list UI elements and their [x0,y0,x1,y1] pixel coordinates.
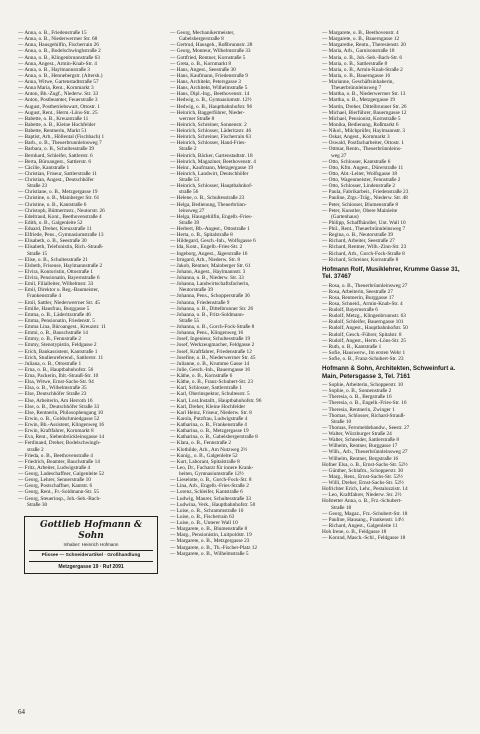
directory-entry: — Richard, Schreiner, Kornstraße 8 [322,256,399,263]
directory-entry: — Konrad, Masch.-Schl., Feldgasse 18 [322,535,406,542]
directory-entry: — Johanna, Friedenstraße 9 [170,299,230,306]
directory-entry: — Ferdinand, Dreher, Bodelschwingh- [18,440,101,447]
directory-entry: — Emma, Pensionatin, Friedenstr. 5 [18,317,95,324]
directory-entry: — Johann, Angest., Haylmannstr. 3 [170,268,246,275]
directory-entry: — Margarethe, Rentn., Theresienstr. 20 [322,42,406,49]
directory-entry: — Friedrich, Beamter, Bauchstraße 14 [18,458,100,465]
directory-entry: — Erwin, Kraftfahrer, Kornmarkt 8 [18,428,94,435]
directory-entry: — Karl, Schlosser, Sattlerstraße 1 [170,385,242,392]
directory-entry: — Karl, Lost.Installt., Hauptbahnhofstr. 96 [170,397,262,404]
directory-entry: — Martha, o. B., Metzgergasse 19 [322,97,396,104]
directory-entry: — Rosa, Schneid., Armin-Knab-Str. 4 [322,300,403,307]
directory-entry: — Heinrich, Schlosser, Hand-Fries- [170,140,247,147]
directory-entry: — Martha, o. B., Niederwerrner Str. 13 [322,91,406,98]
directory-entry: — Georg, Postschaffner, Kantstr. 6 [18,483,93,490]
directory-entry: Straße 55 [179,317,200,324]
directory-entry: — Ida, Kont., Engelb.-Fries-Str. 2 [170,244,243,251]
directory-entry: — Emmy, o. B., Fennstraße 2 [18,336,82,343]
directory-entry: — Luise, o. B., Fischerrain 63 [170,513,235,520]
section-heading: Hofmann & Sohn, Architekten, Schweinfurt a. Main, Petersgasse 3, Tel. 7161 [322,365,456,380]
directory-entry: — Emma, o. B., Läderitzstraße 46 [18,311,91,318]
directory-entry: — Emma Lina, Büroangest., Kreuzstr. 11 [18,324,106,330]
directory-entry: Straße 23 [27,183,48,190]
directory-entry: — Elsa, Witwe, Ernst-Sachs-Str. 94 [18,379,94,386]
directory-entry: — Michael, Pensionist, Kornstraße 5 [322,115,401,122]
directory-entry: — Walter, Schneider, Sattlerstraße 8 [322,437,400,444]
directory-entry: — Hans, Kaufmann, Friedenstraße 9 [170,72,248,79]
directory-entry: — Else, Arbeiterin, Am Herroth 16 [18,397,93,404]
directory-entry: — Erwin, Bb.-Assistent, Klingenweg 16 [18,422,105,428]
directory-entry: — Johanna, o. B., Niederw. Str. 33 [170,275,244,281]
directory-entry: — Anna, o. B., Hennebergstr. (Altersh.) [18,72,103,79]
directory-entry: — Johanna, o. B., Dittelbrunner Str. 26 [170,305,254,312]
directory-entry: — Wilhelm, Rentner, Bergstraße 16 [322,455,399,462]
directory-entry: — Monika, Bedienung, Roßmarkt 6 [322,121,399,128]
directory-entry: — Georg, Monteur, Wilhelmstraße 33 [170,48,251,55]
directory-entry: — Sofie, o. B., Franz-Schubert-Str. 23 [322,356,404,363]
directory-entry: — Greta, o. B., Kornmarkt 8 [170,60,232,67]
directory-entry: — Anna, o. B., Klingenbrunnstraße 63 [18,54,100,61]
directory-entry: — Elvira, Pensionatin, Bayernstraße 6 [18,275,100,281]
directory-entry: — Rosa, o. B., Theuerbrünnleinsweg 27 [322,282,408,289]
directory-entry: Gabelsbergerstraße 8 [179,36,224,43]
directory-entry: Hofstetter Anna, o. B., Frz.-Schubert- [322,498,402,505]
directory-entry: — Theresia, o. B., Bergstraße 16 [322,394,392,401]
directory-entry: — Anna, o. B., Friedenstraße 15 [18,30,87,36]
directory-entry: — Pauline, Hausang., Frankenstr. 14½ [322,516,404,523]
directory-entry: — Christian, Friseur, Sattlerstraße 11 [18,170,98,177]
directory-entry: — Nikol., Milchprüfer, Haylmannstr. 3 [322,128,406,134]
directory-entry: — Anna, o. B., Niederwerrner Str. 68 [18,36,98,43]
directory-entry: — Theresia, Rentnerin, Zwinger 1 [322,406,395,413]
directory-entry: — Johanna, Pens., Klingenweg 16 [170,330,244,337]
directory-entry: — Cäcilie, Kantstraße 1 [18,164,70,171]
directory-entry: — Heinrich, Schreiner, Sonnenstr. 2 [170,121,247,128]
directory-entry: — Marianne, Geschäftsinhaberin, [322,79,394,85]
directory-entry: — Richard, Arb., Gorch-Fock-Straße 8 [322,250,405,257]
advertisement-box [24,516,158,574]
directory-entry: — Sophie, o. B., Sonnenstraße 2 [322,388,392,395]
directory-entry: — Katharina, o. B., Frankenstraße 4 [170,422,247,428]
directory-entry: — Helga, Bedienung, Theuerbrünn- [170,201,247,208]
directory-entry: — Christine, o. B., Mainberger Str. 61 [18,195,100,202]
directory-entry: — Phil., Rent., Theuerbrünnleinsweg 7 [322,226,406,232]
directory-entry: — Hedwig, o. B., Gymnasiumstr. 12½ [170,97,252,104]
directory-entry: — Elfriede, Pens., Gymnasiumstraße 13 [18,232,104,239]
directory-entry: — Anna Maria, Rent., Kornmarkt 3 [18,85,94,92]
directory-entry: — Georg, Magaz., Frz.-Schubert-Str. 18 [322,510,408,517]
directory-entry: — Ottmar, Rentn., Theuerbrünnleins- [322,146,402,153]
directory-entry: — Kurt, Laborant, Spitalstraße 8 [170,458,240,465]
directory-entry: — Babette, o. B., Kleine Hochfelder [18,121,96,128]
directory-entry: — Eva, Rent., Siebenbrückleinsgasse 14 [18,434,105,441]
directory-entry: — Peter, Schlosser, Blumenstraße 8 [322,201,399,208]
directory-entry: — Julie, Gesch.-Inh., Bauerngasse 16 [170,366,251,373]
directory-entry: Hofner Elsa, o. B., Ernst-Sachs-Str. 52½ [322,461,408,468]
directory-entry: — Heinrich, Magaziner, Beethovenstr. 4 [170,158,256,165]
directory-entry: — Oswald, Postfacharbeiter, Ottostr. 1 [322,140,405,147]
directory-entry: — Christoph, Büttnermstr., Neutorstr. 26 [18,207,105,214]
directory-entry: — Rudolf, Bayernstraße 6 [322,307,378,314]
directory-entry: — August, Postbetriebswart, Ottostr. 1 [18,103,100,110]
directory-entry: — Heinrich, Bäcker, Gartenstadtstr. 18 [170,152,253,159]
directory-entry: — Ludwig, Maurer, Schultesstraße 33 [170,495,251,502]
directory-entry: — Theresia, o. B., Engelb.-Fries-Str. 16 [322,400,407,407]
directory-entry: — Sophie, Arbeiterin, Schopperstr. 10 [322,382,404,388]
directory-entry: — Josefine, o. B., Niederwerrner Str. 45 [170,354,256,361]
directory-entry: — Margarete, o. B., Wilhelmstraße 5 [170,550,249,557]
directory-entry: — Käthe, o. B., Kornstraße 6 [170,373,233,379]
directory-entry: — Erich, Bankassistent, Kantstraße 1 [18,348,98,355]
directory-entry: — Anton, Postbeamter, Feuerstraße 3 [18,97,98,104]
directory-entry: — Christiane, o. B., Metzgergasse 19 [18,189,98,196]
directory-entry: — Margarete, o. B., Blumenstraße 8 [170,526,248,533]
directory-entry: — Luise, o. B., Unterer Wall 10 [170,520,238,526]
column-2 [170,30,316,698]
directory-entry: — Rudolf, Metzg., Klingenbrunnstr. 63 [322,313,406,320]
directory-entry: — Richard, Angest., Galgenleite 11 [322,522,398,529]
directory-entry: — Wilh., Arb., Theuerbrünnleinsweg 27 [322,449,408,456]
directory-entry: — Martin, Dreher, Dittelbrunner Str. 26 [322,103,407,110]
directory-entry: — Elsbeth, Friseuse, Haylmannstraße 2 [18,262,103,269]
directory-entry: — Babette, Rentnerin, Markt 51 [18,128,87,134]
directory-entry: — Edith, o. B., Galgenleite 52 [18,219,83,226]
directory-entry: — Maria, o. B., Sattlerstraße 8 [322,60,388,67]
directory-entry: Straße 2 [179,146,197,153]
directory-entry: Straße 53 [179,177,200,183]
directory-entry: — Johanna, Pens., Schopperstraße 36 [170,293,250,300]
directory-entry: straße 56 [179,189,199,196]
directory-entry: — Klothilde, Arb., Am Nutzweg 2½ [170,446,248,453]
directory-entry: — Erwin, o. B., Goldschmiedgasse 52 [18,415,100,422]
directory-entry: — Else, o. B., Deutschhöfer Straße 33 [18,403,100,410]
directory-entry: — Heinrich, Baggerführer, Nieder- [170,109,245,116]
directory-entry: Hofrichter Erich, Lehr., Pestalozzistr. 14 [322,486,408,493]
directory-entry: — Heinrich, Schreiner, Fischerrain 63 [170,134,251,141]
directory-entry: — Christine, o. B., Kantstraße 6 [18,201,87,208]
directory-entry: — Michael, Bierführer, Bauerngasse 12 [322,109,407,116]
directory-entry: — Sofie, Hauswerw., Im ersten Wehr 1 [322,349,406,356]
directory-entry: — Pauline, Ztgs.-Träg., Niederw. Str. 48 [322,195,408,202]
directory-entry: — Erna, Packerin, Ihlt.-Strauß-Str. 10 [18,373,99,379]
directory-entry: — Thomas, Schlosser, Richard-Strauß- [322,412,406,419]
directory-entry: — Frieda, o. B., Beethovenstraße 4 [18,452,93,459]
directory-entry: — Juliana, o. B., Ottostraße 1 [18,360,82,367]
directory-entry: Straße 30 [27,501,48,508]
directory-entry: — Maria, o. B., Armin-Knab-Straße 2 [322,66,403,73]
directory-entry: — Else, Rentnerin, Philosophengang 10 [18,409,104,416]
directory-entry: — Johanna, o. B., Gorch-Fock-Straße 8 [170,324,255,330]
directory-entry: — Gertrud, Hausgeh., Roßbrunnstr. 28 [170,42,253,49]
directory-entry: — Anna, o. B., Haylmannstraße 3 [18,66,90,73]
directory-entry: — Barbara, o. B., Schultesstraße 39 [18,146,95,153]
directory-entry: — Hans, Angest., Seestraße 30 [170,66,236,73]
directory-entry: — Rosa, Arbeiterin, Seestraße 27 [322,288,393,295]
directory-entry: — Katharina, o. B., Gabelsbergerstraße 8 [170,434,258,441]
directory-entry: — Oskar, Angest., Kornmarkt 3 [322,134,390,141]
directory-entry: — Elisabeth, o. B., Seestraße 30 [18,238,87,245]
directory-entry: — Anton, Bb.-Zugf., Niederw. Str. 33 [18,91,99,98]
directory-entry: — Margarete, o. B., Beethovenstr. 4 [322,30,399,36]
directory-entry: Neutorstraße 39 [179,287,213,294]
ad-owner: Inhaber: Heinrich Hofmann [63,541,119,547]
directory-entry: Straße 15 [27,250,48,257]
directory-entry: — Herta, o. B., Spitalstraße 8 [170,232,233,239]
directory-entry: — Fritz, Arbeiter, Ludwigstraße 4 [18,464,91,471]
directory-entry: — Babette, o. B., Kreuzstraße 11 [18,115,89,122]
directory-entry: werrner Straße 8 [179,115,215,122]
directory-entry: Hoh Irene, o. B., Feldgasse 18 [322,529,387,535]
directory-entry: — Emil, Filialleiter, Wilhelmstr. 33 [18,281,94,288]
directory-entry: — Wilhelm, Rentner, Burggasse 17 [322,443,398,450]
directory-page [18,30,468,698]
directory-entry: — Karl, Oberinspektor, Schultesstr. 5 [170,391,250,398]
directory-entry: (Gartenhaus) [331,213,359,220]
directory-entry: — Gottfried, Rentner, Kornstraße 5 [170,54,246,61]
directory-entry: — Ruth, o. B., Kantstraße 1 [322,343,382,350]
directory-entry: — Elise, o. B., Schultesstraße 21 [18,256,88,263]
directory-entry: — Jakob, Rentner, Mainberger Str. 61 [170,262,251,269]
directory-entry: — Baptist, Arb., Höllental (Fischbach) 1 [18,134,105,141]
directory-entry: — Emmi, o. B., Bauschstraße 14 [18,330,88,337]
column-3 [322,30,468,698]
ad-address: Metzgergasse 19 · Ruf 2091 [58,563,124,570]
directory-entry: — Emil, Sattler, Niederwerrner Str. 45 [18,299,100,306]
directory-entry: — Thomas, Fernmeldehandw., Seestr. 27 [322,424,410,431]
directory-entry: — Emilie, Hausfrau, Burggasse 5 [18,305,90,312]
directory-entry: Theuerbrünnleinsweg 7 [331,85,382,92]
directory-entry: — Elsa, o. B., Wilhelmstraße 35 [18,385,87,392]
directory-entry: — Berta, Büroangest., Sattlerstr. 6 [18,158,91,165]
directory-entry: leinsweg 27 [179,207,205,214]
directory-entry: — Margarete, o. B., Bauerngasse 12 [322,36,400,43]
directory-entry: — Maria, o. B., Bauerngasse 16 [322,72,391,79]
directory-entry: — Otto, Abt.-Leiter, Wolfsgasse 18 [322,170,398,177]
directory-entry: — August, Rent., Herm.-Löns-Str. 25 [18,109,98,116]
directory-entry: — Margarete, o. B., Th.-Fischer-Platz 12 [170,544,258,551]
directory-entry: — Barb., o. B., Theuerbrunnleinsweg 7 [18,140,102,147]
directory-entry: Straße 10 [331,418,352,425]
directory-entry: — Lina, Arb., Engelb.-Fries-Straße 2 [170,483,249,490]
directory-entry: — Josef, Werkzeugmacher, Feldgasse 2 [170,342,255,349]
directory-entry: — Rudolf, Angest., Hauptbahnhofstr. 50 [322,325,408,332]
directory-entry: — Anna, Hausgehilfin, Fischerrain 26 [18,42,99,49]
directory-entry: — Günther, Schlafm., Schopperstr. 30 [322,467,403,474]
directory-entry: — Marg., Pensionistin, Luitpoldstr. 19 [170,532,252,539]
directory-entry: — Otto, Schlosser, Lindenstraße 2 [322,183,396,190]
directory-entry: — Marg., Rent., Ernst-Sachs-Str. 52½ [322,473,403,480]
directory-entry: — Lieselotte, o. B., Gorch-Fock-Str. 8 [170,477,252,484]
directory-entry: — Maria, Arb., Garnisonstraße 18 [322,48,395,55]
directory-entry: — Helga, Hausgehilfin, Engelb.-Fries- [170,213,253,220]
directory-entry: — Helene, o. B., Schultesstraße 23 [170,195,245,202]
directory-entry: — Herbert, Bb.-Angest., Ottostraße 1 [170,226,250,232]
directory-entry: — Hans, Dipl.-Ing., Beethovenstr. 14 [170,91,250,98]
directory-entry: — Rudolf, Angest., Herm.-Löns-Str. 25 [322,337,407,344]
directory-entry: — Philipp, Schaffhändler, Unt. Wall 10 [322,219,406,226]
directory-entry: — Hildegard, Gesch.-Inh., Wolfsgasse 6 [170,238,256,245]
directory-entry: — Anna, Witwe, Gartenstadtstraße 57 [18,79,99,85]
directory-entry: — Georg, Steuerinsp., Joh.-Seb.-Bach- [18,495,101,502]
directory-entry: — Johanna, Landwirtschaftsfacherin, [170,281,250,288]
directory-entry: Straße 18 [331,504,352,511]
directory-entry: — Heinrich, Landwirt, Deutschhöfer [170,170,249,177]
page-number: 64 [18,708,25,716]
directory-entry: — Karola, Putzfrau, Ludwigstraße 4 [170,415,248,422]
directory-entry: — Else, Deutschhöfer Straße 23 [18,391,87,398]
directory-entry: — Leo, Dr., Facharzt für innere Krank- [170,464,254,471]
directory-entry: — Ingeborg, Angest., Jägerstraße 16 [170,250,248,257]
directory-entry: — Anna, o. B., Bodelschwinghstraße 2 [18,48,101,55]
directory-entry: — Karl, Dreher, Kleine Hochfelder [170,403,246,410]
directory-entry: — Maria, o. B., Joh.-Seb.-Bach-Str. 6 [322,54,403,61]
directory-entry: Straße 39 [179,219,200,226]
directory-entry: — Georg, Ladeschaffner, Galgenleite 52 [18,471,105,477]
directory-entry: — Otto, Schlosser, Kantstraße 6 [322,158,391,165]
directory-entry: — Rosa, Rentnerin, Burggasse 17 [322,294,394,301]
directory-entry: — Johanna, o. B., Fritz-Soldmann- [170,311,245,318]
directory-entry: — Christian, Angest., Deutschhöfer [18,177,94,183]
directory-entry: — Edeltraud, Kont., Beethovenstraße 4 [18,213,102,220]
directory-entry: — Kunig., o. B., Galgenleite 52 [170,452,238,459]
directory-entry: — Walter, Würzburger Straße 24 [322,431,392,437]
directory-entry: — Julianne, o. B., Krumme Gasse 14 [170,360,250,367]
column-1 [18,30,164,698]
directory-entry: — Leo, Kraftfahrer, Niederw. Str. 2½ [322,492,402,499]
directory-entry: — Josef, Kraftfahrer, Friedenstraße 12 [170,348,252,355]
directory-entry: — Richard, Arbeiter, Seestraße 27 [322,238,395,245]
directory-entry: — Luise, o. B., Schrammstraße 10 [170,507,244,514]
directory-entry: — Peter, Kunstler, Obere Mainleite [322,207,398,214]
directory-entry: — Heinrich, Schlosser, Läderitzstr. 46 [170,128,252,134]
ad-brand: Gottlieb Hofmann & Sohn [39,519,143,541]
directory-entry: — Georg, Mechanikermeister, [170,30,235,36]
directory-entry: — Heinrich, Schlosser, Hauptbahnhof- [170,183,253,190]
directory-entry: — Josef, Ingenieur, Schultesstraße 19 [170,336,251,343]
ad-trade: Plissee — Schneiderartikel · Großhandlung [41,552,141,558]
directory-entry: — Otto, Kfm. Angest., Dürerstraße 11 [322,164,404,171]
directory-entry: — Katharina, o. B., Metzgergasse 19 [170,428,249,435]
directory-entry: — Elisabeth, Telefonistin, Rich.-Strauß- [18,244,104,251]
directory-entry: — Hedwig, o. B., Hauptbahnhofstr. 96 [170,103,253,110]
directory-entry: — Irmgard, Arb., Niederw. Str. 8 [170,256,240,263]
directory-entry: — Elvira, Kontoristin, Ottostraße 1 [18,268,94,275]
directory-entry: — Emil, Direktor u. Reg.-Baumeister, [18,287,99,294]
directory-entry: — Willi, Dreher, Ernst-Sachs-Str. 52½ [322,480,404,486]
directory-entry: — Lorenz, Schleifer, Kantstraße 6 [170,489,243,496]
section-heading: Hofmann Rolf, Musiklehrer, Krumme Gasse 31, Tel. 37467 [322,265,460,281]
directory-entry: — Otto, Wagenmeister, Fennstraße 2 [322,177,401,183]
directory-entry: — Erna, o. B., Hauptbahnhofstr. 56 [18,366,94,373]
directory-entry: Frankenstraße 4 [27,293,61,300]
directory-entry: — Eduard, Dreher, Kreuzstraße 11 [18,226,92,232]
directory-entry: — Georg, Rent., Fr.-Soldmann-Str. 55 [18,489,99,496]
directory-entry: — Margarete, o. B., Metzgergasse 23 [170,538,250,545]
directory-entry: heiten, Gymnasiumstraße 12½ [179,471,244,477]
directory-entry: — Bernhard, Schleifer, Sattlerstr. 6 [18,152,93,159]
directory-entry: — Georg, Lehrer, Sennerstraße 10 [18,477,91,484]
directory-entry: weg 27 [331,152,347,159]
directory-entry: — Hans, Architekt, Petersgasse 3 [170,79,241,85]
directory-entry: — Hans, Architekt, Wilhelmstraße 5 [170,85,248,92]
directory-entry: — Erich, Studienreferend., Sattlerstr. 11 [18,354,104,361]
directory-entry: — Rudolf, Gesch.-Führer, Spitalstr. 8 [322,331,402,338]
directory-entry: — Regina, o. B., Neutorstraße 39 [322,232,394,239]
directory-entry: — Emmy, Stenotypistin, Feldgasse 2 [18,342,97,349]
ad-divider [29,561,153,562]
directory-entry: — Ludwina, Verk., Hauptbahnhofstr. 50 [170,501,256,508]
directory-entry: — Richard, Rentner, Wilh.-Zinn-Str. 23 [322,244,407,251]
directory-entry: — Heinr., Kaufmann, Metzgergasse 19 [170,164,254,171]
directory-entry: — Klara, o. B., Fennstraße 2 [170,440,232,447]
directory-entry: — Rudolf, Schleifer, Bauerngasse 101 [322,319,404,326]
directory-entry: — Käthe, o. B., Franz-Schubert-Str. 23 [170,379,253,386]
directory-entry: — Anna, Angest., Armin-Knab-Str. 4 [18,60,97,67]
directory-entry: straße 2 [27,446,44,453]
directory-entry: — Paula, Fabrikarbeit., Friedenstraße 23 [322,189,409,196]
directory-entry: — Karl Heinz, Friseur, Niederw. Str. 8 [170,409,252,416]
ad-divider [29,550,153,551]
